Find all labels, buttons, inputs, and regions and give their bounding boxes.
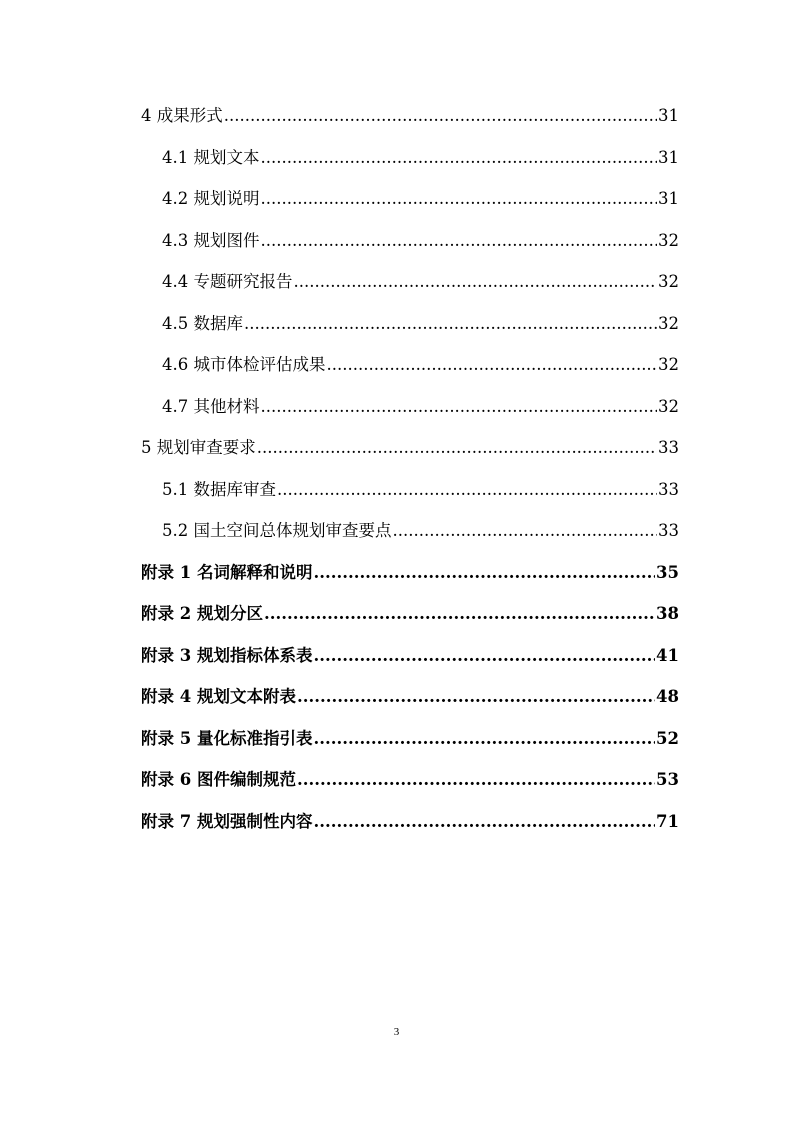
toc-entry-4-4[interactable] <box>162 271 679 293</box>
toc-entry-page: 32 <box>658 314 679 333</box>
toc-entry-page: 71 <box>656 812 679 831</box>
toc-entry-title: 附录 5 量化标准指引表 <box>141 729 313 748</box>
toc-dot-leader <box>257 437 657 459</box>
toc-entry-4[interactable] <box>141 105 679 127</box>
toc-entry-page: 33 <box>658 480 679 499</box>
toc-entry-page: 32 <box>658 397 679 416</box>
toc-entry-5[interactable] <box>141 437 679 459</box>
toc-entry-4-5[interactable] <box>162 313 679 335</box>
toc-dot-leader <box>297 769 655 791</box>
toc-dot-leader <box>313 728 655 750</box>
toc-entry-page: 33 <box>658 521 679 540</box>
toc-entry-appendix-3[interactable] <box>141 645 679 667</box>
toc-entry-title: 4.7 其他材料 <box>162 397 260 416</box>
toc-entry-appendix-5[interactable] <box>141 728 679 750</box>
toc-entry-page: 31 <box>658 189 679 208</box>
toc-entry-title: 4.4 专题研究报告 <box>162 272 293 291</box>
toc-entry-page: 38 <box>656 604 679 623</box>
toc-dot-leader <box>313 562 655 584</box>
toc-dot-leader <box>244 313 657 335</box>
toc-entry-title: 5 规划审查要求 <box>141 438 256 457</box>
toc-entry-title: 4.3 规划图件 <box>162 231 260 250</box>
toc-dot-leader <box>261 188 658 210</box>
toc-entry-5-1[interactable] <box>162 479 679 501</box>
toc-entry-4-1[interactable] <box>162 147 679 169</box>
toc-entry-page: 53 <box>656 770 679 789</box>
toc-dot-leader <box>277 479 657 501</box>
toc-entry-page: 31 <box>658 106 679 125</box>
toc-entry-title: 附录 1 名词解释和说明 <box>141 563 313 582</box>
toc-entry-4-2[interactable] <box>162 188 679 210</box>
toc-entry-title: 附录 4 规划文本附表 <box>141 687 296 706</box>
toc-entry-5-2[interactable] <box>162 520 679 542</box>
toc-entry-page: 35 <box>656 563 679 582</box>
toc-entry-appendix-7[interactable] <box>141 811 679 833</box>
toc-entry-appendix-2[interactable] <box>141 603 679 625</box>
toc-entry-4-3[interactable] <box>162 230 679 252</box>
toc-entry-page: 52 <box>656 729 679 748</box>
toc-dot-leader <box>261 230 658 252</box>
toc-entry-page: 48 <box>656 687 679 706</box>
toc-dot-leader <box>297 686 655 708</box>
toc-dot-leader <box>224 105 657 127</box>
toc-entry-page: 32 <box>658 355 679 374</box>
toc-dot-leader <box>393 520 658 542</box>
toc-entry-title: 附录 6 图件编制规范 <box>141 770 296 789</box>
toc-entry-title: 4.5 数据库 <box>162 314 243 333</box>
toc-entry-page: 33 <box>658 438 679 457</box>
toc-entry-title: 4.2 规划说明 <box>162 189 260 208</box>
toc-entry-appendix-1[interactable] <box>141 562 679 584</box>
toc-entry-title: 5.1 数据库审查 <box>162 480 276 499</box>
toc-dot-leader <box>264 603 655 625</box>
toc-dot-leader <box>327 354 658 376</box>
toc-entry-appendix-6[interactable] <box>141 769 679 791</box>
toc-dot-leader <box>313 811 655 833</box>
toc-entry-page: 41 <box>656 646 679 665</box>
toc-entry-page: 31 <box>658 148 679 167</box>
toc-dot-leader <box>261 396 658 418</box>
toc-entry-appendix-4[interactable] <box>141 686 679 708</box>
toc-entry-title: 4 成果形式 <box>141 106 223 125</box>
toc-entry-title: 4.1 规划文本 <box>162 148 260 167</box>
toc-dot-leader <box>261 147 658 169</box>
toc-entry-4-7[interactable] <box>162 396 679 418</box>
toc-entry-title: 附录 7 规划强制性内容 <box>141 812 313 831</box>
toc-entry-title: 附录 3 规划指标体系表 <box>141 646 313 665</box>
page-number: 3 <box>393 1026 400 1038</box>
toc-dot-leader <box>313 645 655 667</box>
toc-entry-4-6[interactable] <box>162 354 679 376</box>
toc-dot-leader <box>294 271 658 293</box>
toc-entry-page: 32 <box>658 231 679 250</box>
toc-entry-title: 4.6 城市体检评估成果 <box>162 355 326 374</box>
toc-entry-page: 32 <box>658 272 679 291</box>
toc-entry-title: 附录 2 规划分区 <box>141 604 263 623</box>
toc-entry-title: 5.2 国土空间总体规划审查要点 <box>162 521 392 540</box>
